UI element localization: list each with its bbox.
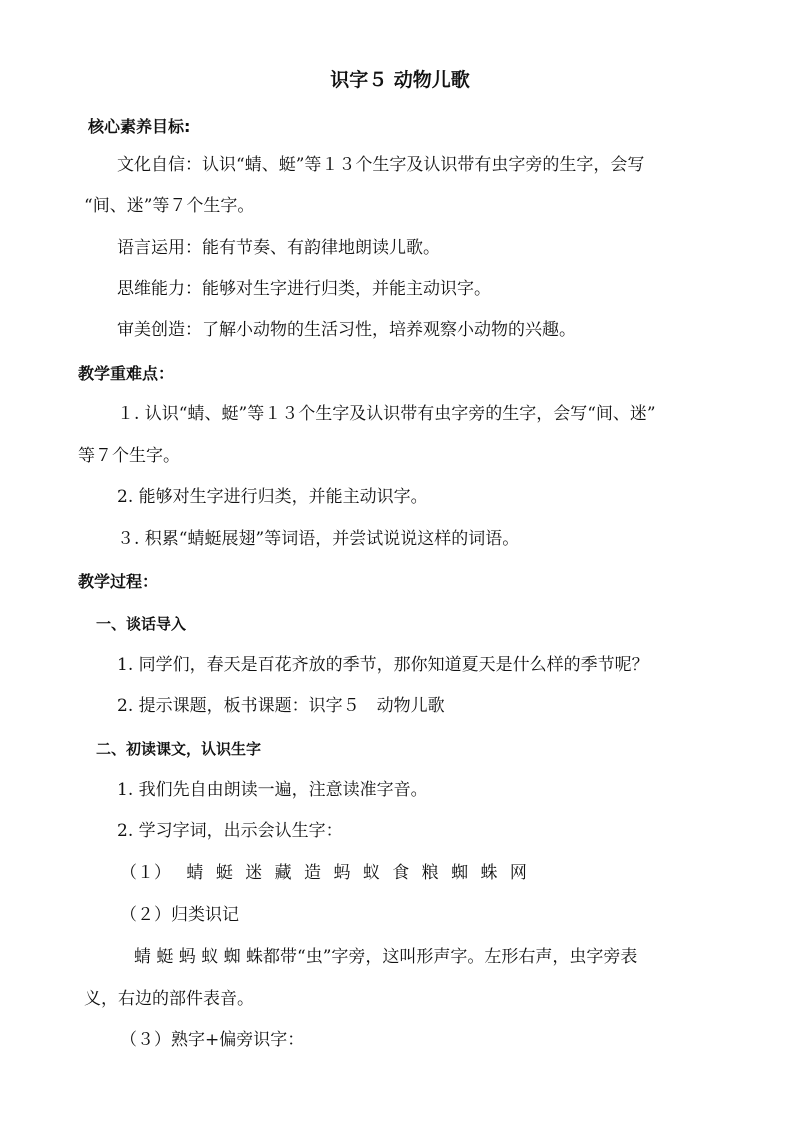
key-point-2: 2. 能够对生字进行归类，并能主动识字。 <box>117 487 428 507</box>
part2-step-5-line-2: 义，右边的部件表音。 <box>84 989 254 1009</box>
part1-step-1: 1. 同学们，春天是百花齐放的季节，那你知道夏天是什么样的季节呢？ <box>117 655 649 675</box>
part1-heading: 一、谈话导入 <box>96 615 187 633</box>
char-item: 网 <box>509 863 527 883</box>
char-item: 蚁 <box>362 863 380 883</box>
page-title: 识字５ 动物儿歌 <box>330 69 470 91</box>
goal-thinking: 思维能力：能够对生字进行归类，并能主动识字。 <box>117 279 491 299</box>
char-item: 蚂 <box>333 863 351 883</box>
part2-step-5-line-1: 蜻 蜓 蚂 蚁 蜘 蛛都带“虫”字旁，这叫形声字。左形右声，虫字旁表 <box>134 947 638 967</box>
key-point-3: ３. 积累“蜻蜓展翅”等词语，并尝试说说这样的词语。 <box>117 529 520 549</box>
key-point-1-line-1: １. 认识“蜻、蜓”等１３个生字及认识带有虫字旁的生字，会写“间、迷” <box>117 404 656 424</box>
char-item: 蜓 <box>215 863 233 883</box>
goal-culture-line-1: 文化自信：认识“蜻、蜓”等１３个生字及认识带有虫字旁的生字，会写 <box>117 155 645 175</box>
goal-culture-line-2: “间、迷”等７个生字。 <box>84 196 255 216</box>
goal-language: 语言运用：能有节奏、有韵律地朗读儿歌。 <box>117 238 440 258</box>
char-list-label: （１） <box>120 863 171 883</box>
char-item: 粮 <box>421 863 439 883</box>
new-characters-row <box>120 861 534 885</box>
part2-step-6: （３）熟字+偏旁识字： <box>120 1030 305 1050</box>
part2-step-4: （２）归类识记 <box>120 905 239 925</box>
part2-step-1: 1. 我们先自由朗读一遍，注意读准字音。 <box>117 780 428 800</box>
goal-aesthetic: 审美创造：了解小动物的生活习性，培养观察小动物的兴趣。 <box>117 320 576 340</box>
goals-heading: 核心素养目标: <box>88 117 191 136</box>
char-item: 造 <box>304 863 322 883</box>
process-heading: 教学过程： <box>78 572 159 591</box>
part1-step-2: 2. 提示课题，板书课题：识字５ 动物儿歌 <box>117 696 445 716</box>
key-points-heading: 教学重难点： <box>78 364 175 383</box>
char-item: 藏 <box>274 863 292 883</box>
char-item: 食 <box>392 863 410 883</box>
part2-step-2: 2. 学习字词，出示会认生字： <box>117 821 343 841</box>
char-item: 迷 <box>245 863 263 883</box>
char-item: 蜘 <box>451 863 469 883</box>
part2-heading: 二、初读课文，认识生字 <box>96 740 262 758</box>
char-item: 蛛 <box>480 863 498 883</box>
key-point-1-line-2: 等７个生字。 <box>78 446 180 466</box>
char-item: 蜻 <box>186 863 204 883</box>
